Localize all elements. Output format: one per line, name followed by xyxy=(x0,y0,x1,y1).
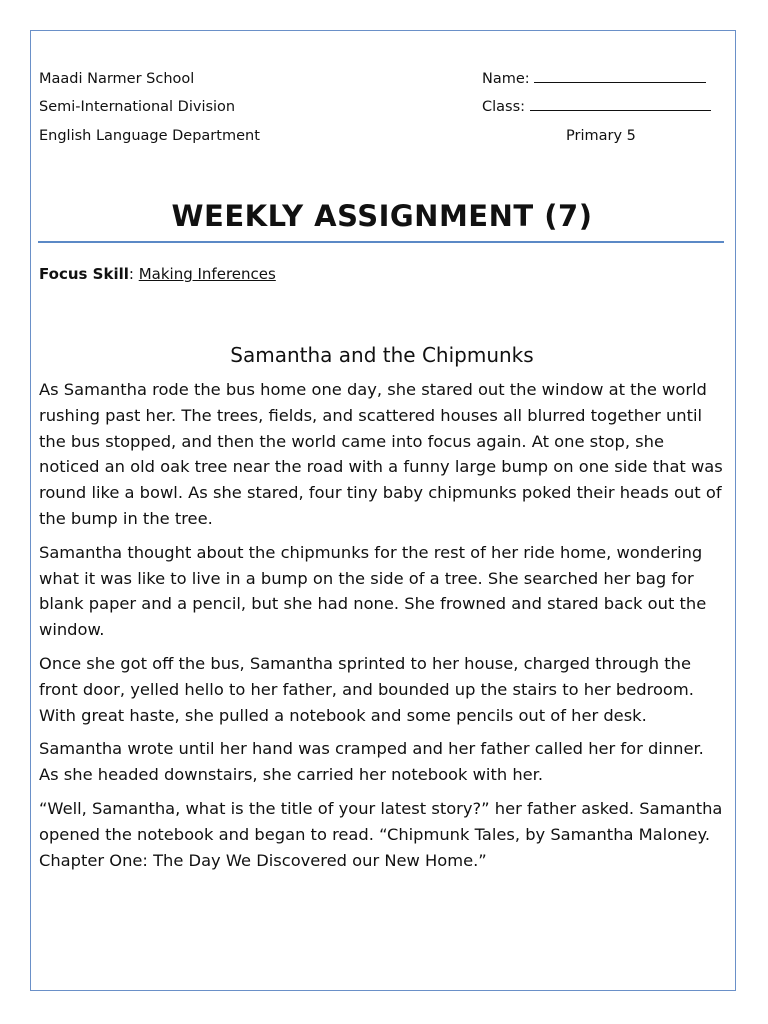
name-field[interactable] xyxy=(482,70,706,88)
grade-level: Primary 5 xyxy=(566,128,636,144)
name-blank-line[interactable] xyxy=(534,70,706,83)
class-blank-line[interactable] xyxy=(530,98,711,111)
focus-skill xyxy=(39,264,276,284)
school-name: Maadi Narmer School xyxy=(39,71,195,87)
story-paragraph: “Well, Samantha, what is the title of your latest story?” her father asked. Samantha opened the notebook and began to read. “Chipmunk Tales, by Samantha Maloney. Chapter One: The Day We Discovered our New Home.” xyxy=(39,798,723,870)
story-body xyxy=(39,377,727,881)
assignment-title: WEEKLY ASSIGNMENT (7) xyxy=(171,199,593,233)
name-label: Name: xyxy=(482,71,530,87)
division-name: Semi-International Division xyxy=(39,99,236,115)
story-paragraph: Once she got off the bus, Samantha sprinted to her house, charged through the front door, yelled hello to her father, and bounded up the stairs to her bedroom. With great haste, she pulled a notebook and some pencils out of her desk. xyxy=(39,653,694,725)
title-divider xyxy=(38,241,724,243)
focus-skill-label: Focus Skill xyxy=(39,265,129,283)
class-label: Class: xyxy=(482,99,526,115)
focus-skill-value: Making Inferences xyxy=(138,265,276,283)
story-paragraph: As Samantha rode the bus home one day, she stared out the window at the world rushing past her. The trees, fields, and scattered houses all blurred together until the bus stopped, and then the world came into focus again. At one stop, she noticed an old oak tree near the road with a funny large bump on one side that was round like a bowl. As she stared, four tiny baby chipmunks poked their heads out of the bump in the tree. xyxy=(39,380,723,528)
story-paragraph: Samantha thought about the chipmunks for the rest of her ride home, wondering what it was like to live in a bump on the side of a tree. She searched her bag for blank paper and a pencil, but she had none. She frowned and stared back out the window. xyxy=(39,542,707,640)
department-name: English Language Department xyxy=(39,128,260,144)
class-field[interactable] xyxy=(482,98,711,116)
story-paragraph: Samantha wrote until her hand was cramped and her father called her for dinner. As she headed downstairs, she carried her notebook with her. xyxy=(39,739,704,785)
focus-skill-colon: : xyxy=(128,265,134,283)
story-title: Samantha and the Chipmunks xyxy=(230,343,534,367)
